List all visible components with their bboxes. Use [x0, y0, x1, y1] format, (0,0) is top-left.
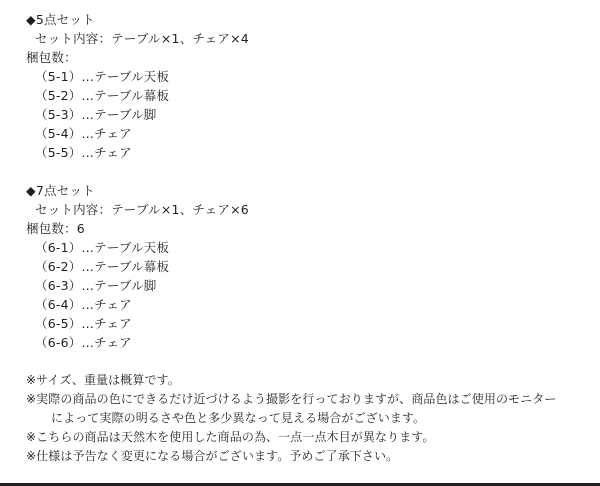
package-item: （6-4）…チェア: [35, 297, 132, 312]
set-contents-7: セット内容：テーブル×1、チェア×6: [35, 202, 249, 217]
package-item: （5-2）…テーブル幕板: [35, 88, 170, 103]
package-item: （5-3）…テーブル脚: [35, 107, 157, 122]
note-line: ※実際の商品の色にできるだけ近づけるよう撮影を行っておりますが、商品色はご使用のモニター: [26, 392, 557, 406]
section-spacer: [26, 162, 586, 181]
package-item: （6-1）…テーブル天板: [35, 240, 170, 255]
package-item: （5-4）…チェア: [35, 126, 132, 141]
package-count-7: 梱包数：6: [26, 221, 85, 236]
package-item: （5-1）…テーブル天板: [35, 69, 170, 84]
package-item: （6-5）…チェア: [35, 316, 132, 331]
set-contents-5: セット内容：テーブル×1、チェア×4: [35, 31, 249, 46]
package-item: （5-5）…チェア: [35, 145, 132, 160]
note-line: ※こちらの商品は天然木を使用した商品の為、一点一点木目が異なります。: [26, 430, 435, 444]
package-item: （6-2）…テーブル幕板: [35, 259, 170, 274]
notes-block: [26, 371, 586, 466]
package-item: （6-3）…テーブル脚: [35, 278, 157, 293]
note-line: ※仕様は予告なく変更になる場合がございます。予めご了承下さい。: [26, 449, 399, 463]
set-section-5: [26, 10, 586, 162]
document-content: [26, 10, 586, 466]
set-section-7: [26, 181, 586, 352]
note-line-continuation: によって実際の明るさや色と多少異なって見える場合がございます。: [51, 411, 426, 425]
note-line: ※サイズ、重量は概算です。: [26, 373, 180, 387]
package-item: （6-6）…チェア: [35, 335, 132, 350]
set-title-5: ◆5点セット: [26, 12, 95, 27]
set-title-7: ◆7点セット: [26, 183, 95, 198]
package-count-5: 梱包数：: [26, 50, 77, 65]
